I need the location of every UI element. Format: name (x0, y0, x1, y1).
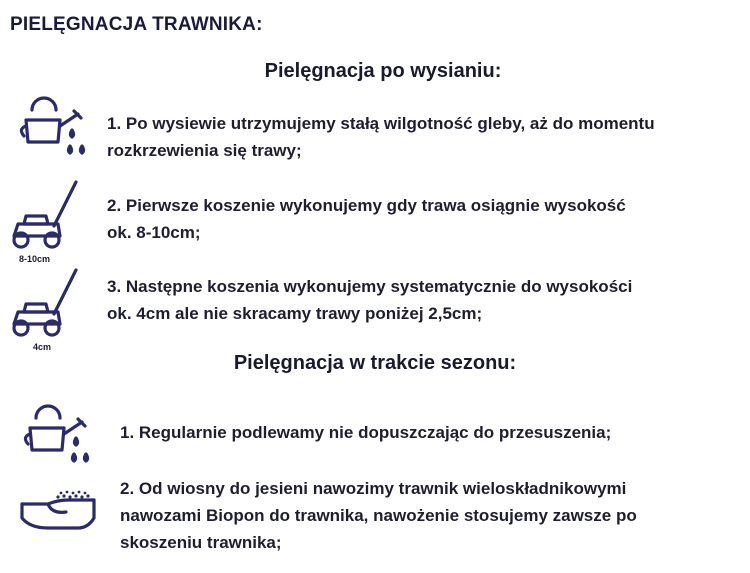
list-item: 1. Regularnie podlewamy nie dopuszczając do przesuszenia; (120, 423, 612, 442)
section-heading-after-sowing: Pielęgnacja po wysianiu: (264, 60, 502, 82)
fertilizer-hand-icon (18, 488, 98, 536)
mowing-height-label: 4cm (33, 342, 52, 352)
lawn-mower-icon (8, 178, 80, 252)
list-item: 2. Od wiosny do jesieni nawozimy trawnik wieloskładnikowymi nawozami Biopon do trawnika, nawożenie stosujemy zawsze po skoszeniu trawnika; (120, 479, 637, 552)
mowing-height-label: 8-10cm (19, 254, 51, 264)
list-item: 2. Pierwsze koszenie wykonujemy gdy trawa osiągnie wysokość ok. 8-10cm; (107, 196, 626, 242)
list-item: 1. Po wysiewie utrzymujemy stałą wilgotność gleby, aż do momentu rozkrzewienia się trawy; (107, 114, 655, 160)
list-item: 3. Następne koszenia wykonujemy systematycznie do wysokości ok. 4cm ale nie skracamy trawy poniżej 2,5cm; (107, 277, 633, 323)
section-heading-during-season: Pielęgnacja w trakcie sezonu: (233, 352, 517, 374)
lawn-mower-icon (8, 266, 80, 340)
page-title: PIELĘGNACJA TRAWNIKA: (10, 14, 263, 35)
watering-can-icon (18, 96, 90, 168)
watering-can-icon (22, 404, 94, 476)
